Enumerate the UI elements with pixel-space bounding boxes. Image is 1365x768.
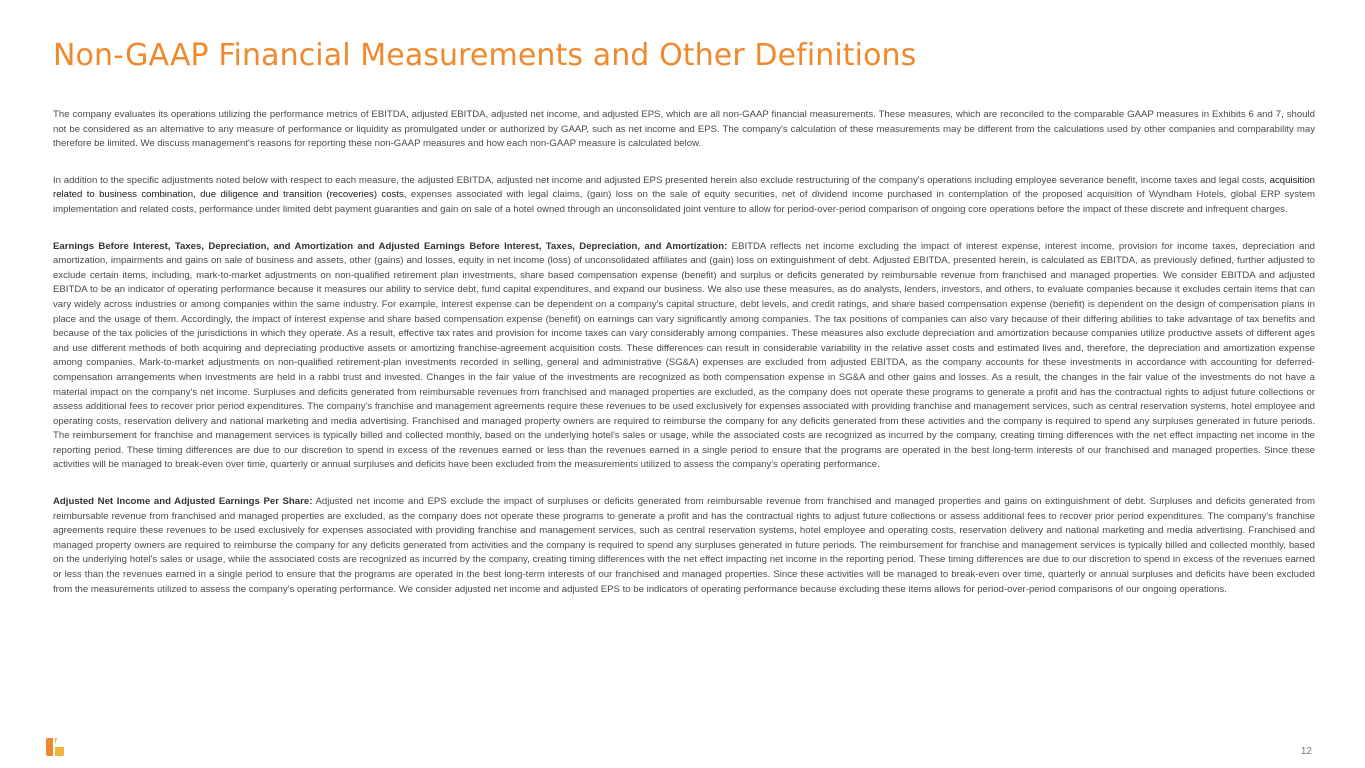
paragraph-ebitda-heading: Earnings Before Interest, Taxes, Depreciation, and Amortization and Adjusted Earnings Before Interest, Taxes, Depreciation, and Amortization: (53, 240, 728, 252)
paragraph-ebitda-text: EBITDA reflects net income excluding the impact of interest expense, interest income, provision for income taxes, depreciation and amortization, impairments and gains on sale of business and assets, other (gains) and losses, equity in net income (loss) of unconsolidated affiliates and (gain) loss on extinguishment of debt. Adjusted EBITDA, presented herein, is calculated as EBITDA, as previously defined, further adjusted to exclude certain items, including, mark-to-market adjustments on non-qualified retirement plan investments, share based compensation expense (benefit) and surplus or deficits generated by reimbursable revenue from franchised and managed properties. We consider EBITDA and adjusted EBITDA to be an indicator of operating performance because it measures our ability to service debt, fund capital expenditures, and expand our business. We also use these measures, as do analysts, lenders, investors, and others, to evaluate companies because it excludes certain items that can vary widely across industries or among companies within the same industry. For example, interest expense can be dependent on a company's capital structure, debt levels, and credit ratings, and share based compensation expense (benefit) is dependent on the design of compensation plans in place and the usage of them. Accordingly, the impact of interest expense and share based compensation expense (benefit) on earnings can vary significantly among companies. The tax positions of companies can also vary because of their differing abilities to take advantage of tax benefits and because of the tax policies of the jurisdictions in which they operate. As a result, effective tax rates and provision for income taxes can vary considerably among companies. These measures also exclude depreciation and amortization because companies utilize productive assets of different ages and use different methods of both acquiring and depreciating productive assets or amortizing franchise-agreement acquisition costs. These differences can result in considerable variability in the relative asset costs and estimated lives and, therefore, the depreciation and amortization expense among companies. Mark-to-market adjustments on non-qualified retirement-plan investments recorded in selling, general and administrative (SG&A) expenses are excluded from adjusted EBITDA, as the company accounts for these investments in accordance with accounting for deferred-compensation arrangements when investments are held in a rabbi trust and invested. Changes in the fair value of the investments are recognized as both compensation expense in SG&A and other gains and losses. As a result, the changes in the fair value of the investments do not have a material impact on the company's net income. Surpluses and deficits generated from reimbursable revenues from franchised and managed properties are excluded, as the company does not operate these programs to generate a profit and has the contractual rights to adjust future collections or assess additional fees to recover prior period expenditures. The company's franchise and management agreements require these revenues to be used exclusively for expenses associated with providing franchise and management services, such as central reservation systems, hotel employee and operating costs, reservation delivery and national marketing and media advertising. Franchised and managed property owners are required to reimburse the company for any deficits generated from these activities and the company is required to spend any surpluses generated in future periods. The reimbursement for franchise and management services is typically billed and collected monthly, based on the underlying hotel's sales or usage, while the associated costs are recognized as incurred by the company, creating timing differences with the net effect impacting net income in the reporting period. These timing differences are due to our discretion to spend in excess of the revenues earned or less than the revenues earned in a single period to ensure that the programs are operated in the best long-term interests of our franchised and managed properties. Since these activities will be managed to break-even over time, quarterly or annual surpluses and deficits have been excluded from the measurements utilized to assess the company's operating performance. (53, 240, 1315, 471)
document-body (53, 108, 1315, 619)
paragraph-overview-text: The company evaluates its operations utilizing the performance metrics of EBITDA, adjusted EBITDA, adjusted net income, and adjusted EPS, which are all non-GAAP financial measurements. These measures, which are reconciled to the comparable GAAP measures in Exhibits 6 and 7, should not be considered as an alternative to any measure of performance or liquidity as promulgated under or authorized by GAAP, such as net income and EPS. The company's calculation of these measurements may be different from the calculations used by other companies and comparability may therefore be limited. We discuss management's reasons for reporting these non-GAAP measures and how each non-GAAP measure is calculated below. (53, 109, 1315, 150)
page-title: Non-GAAP Financial Measurements and Other Definitions (53, 38, 917, 73)
paragraph-adjustments-text-c: expenses associated with legal claims, (gain) loss on the sale of equity securities, net of dividend income purchased in contemplation of the proposed acquisition of Wyndham Hotels, global ERP system implementation and related costs, performance under limited debt payment guaranties and gain on sale of a hotel owned through an unconsolidated joint venture to allow for period-over-period comparison of ongoing core operations before the impact of these discrete and infrequent charges. (53, 189, 1315, 215)
page-number: 12 (1300, 746, 1312, 757)
paragraph-adjustments-highlight: acquisition related to business combination, due diligence and transition (recoveries) costs, (53, 174, 1315, 201)
paragraph-overview (53, 108, 1315, 152)
brand-logo-icon (44, 736, 66, 758)
paragraph-adjustments-text-a: In addition to the specific adjustments noted below with respect to each measure, the adjusted EBITDA, adjusted net income and adjusted EPS presented herein also exclude restructuring of the company's operations including employee severance benefit, income taxes and legal costs, (53, 174, 1270, 186)
paragraph-adjusted-net-income-heading: Adjusted Net Income and Adjusted Earnings Per Share: (53, 496, 313, 508)
paragraph-adjusted-net-income-text: Adjusted net income and EPS exclude the impact of surpluses or deficits generated from reimbursable revenue from franchised and managed properties and gains on extinguishment of debt. Surpluses and deficits generated from reimbursable revenue from franchised and managed properties are excluded, as the company does not operate these programs to generate a profit and has the contractual rights to adjust future collections or assess additional fees to recover prior period expenditures. The company's franchise agreements require these revenues to be used exclusively for expenses associated with providing franchise and management services, such as central reservation systems, hotel employee and operating costs, reservation delivery and national marketing and media advertising. Franchised and managed property owners are required to reimburse the company for any deficits generated from activities and the company is required to spend any surpluses generated in future periods. The reimbursement for franchise and management services is typically billed and collected monthly, based on the underlying hotel's sales or usage, while the associated costs are recognized as incurred by the company, creating timing differences with the net effect impacting net income in the reporting period. These timing differences are due to our discretion to spend in excess of the revenues earned or less than the revenues earned in a single period to ensure that the programs are operated in the best long-term interests of our franchised and managed properties. Since these activities will be managed to break-even over time, quarterly or annual surpluses and deficits have been excluded from the measurements utilized to assess the company's operating performance. We consider adjusted net income and adjusted EPS to be indicators of operating performance because excluding these items allows for period-over-period comparisons of our ongoing operations. (53, 496, 1315, 595)
paragraph-ebitda (53, 240, 1315, 474)
paragraph-adjusted-net-income (53, 495, 1315, 597)
paragraph-adjustments (53, 174, 1315, 218)
